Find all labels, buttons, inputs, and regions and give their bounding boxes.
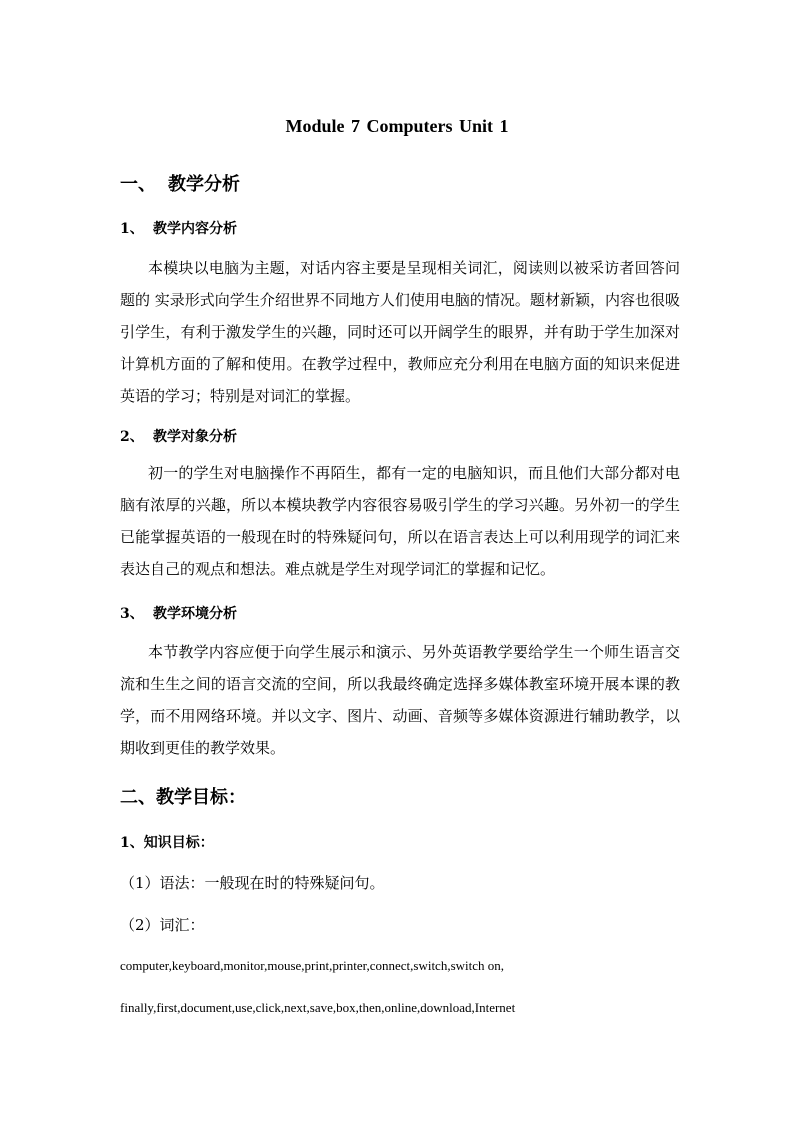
document-title: Module 7 Computers Unit 1 <box>285 116 509 136</box>
vocabulary-line-1: computer,keyboard,monitor,mouse,print,printer,connect,switch,switch on, <box>120 958 505 973</box>
subsection-1-title: 教学内容分析 <box>153 221 237 237</box>
subsection-3-number: 3、 <box>120 606 144 622</box>
grammar-item: （1）语法：一般现在时的特殊疑问句。 <box>120 874 385 892</box>
vocabulary-line-2: finally,first,document,use,click,next,save,box,then,online,download,Internet <box>120 1000 516 1015</box>
subsection-3-heading <box>120 603 237 623</box>
section-1-heading <box>120 170 240 196</box>
subsection-2-title: 教学对象分析 <box>153 429 237 445</box>
subsection-3-paragraph: 本节教学内容应便于向学生展示和演示、另外英语教学要给学生一个师生语言交流和生生之间的语言交流的空间，所以我最终确定选择多媒体教室环境开展本课的教学，而不用网络环境。并以文字、图片、动画、音频等多媒体资源进行辅助教学，以期收到更佳的教学效果。 <box>120 643 680 757</box>
section-1-number: 一、 <box>120 174 156 195</box>
vocabulary-item: （2）词汇： <box>120 916 205 934</box>
subsection-3-title: 教学环境分析 <box>153 606 237 622</box>
subsection-1-paragraph: 本模块以电脑为主题，对话内容主要是呈现相关词汇，阅读则以被采访者回答问题的 实录形式向学生介绍世界不同地方人们使用电脑的情况。题材新颖，内容也很吸引学生，有利于激发学生的兴趣，同时还可以开阔学生的眼界，并有助于学生加深对计算机方面的了解和使用。在教学过程中，教师应充分利用在电脑方面的知识来促进英语的学习；特别是对词汇的掌握。 <box>120 259 680 405</box>
section-1-title: 教学分析 <box>168 174 240 195</box>
subsection-1-number: 1、 <box>120 221 144 237</box>
subsection-2-paragraph: 初一的学生对电脑操作不再陌生，都有一定的电脑知识，而且他们大部分都对电脑有浓厚的兴趣，所以本模块教学内容很容易吸引学生的学习兴趣。另外初一的学生已能掌握英语的一般现在时的特殊疑问句，所以在语言表达上可以利用现学的词汇来表达自己的观点和想法。难点就是学生对现学词汇的掌握和记忆。 <box>120 464 680 578</box>
subsection-2-number: 2、 <box>120 429 144 445</box>
subsection-1-heading <box>120 218 237 238</box>
section-2-heading: 二、教学目标： <box>120 787 246 808</box>
knowledge-goal-heading: 1、知识目标： <box>120 835 214 851</box>
subsection-2-heading <box>120 426 237 446</box>
